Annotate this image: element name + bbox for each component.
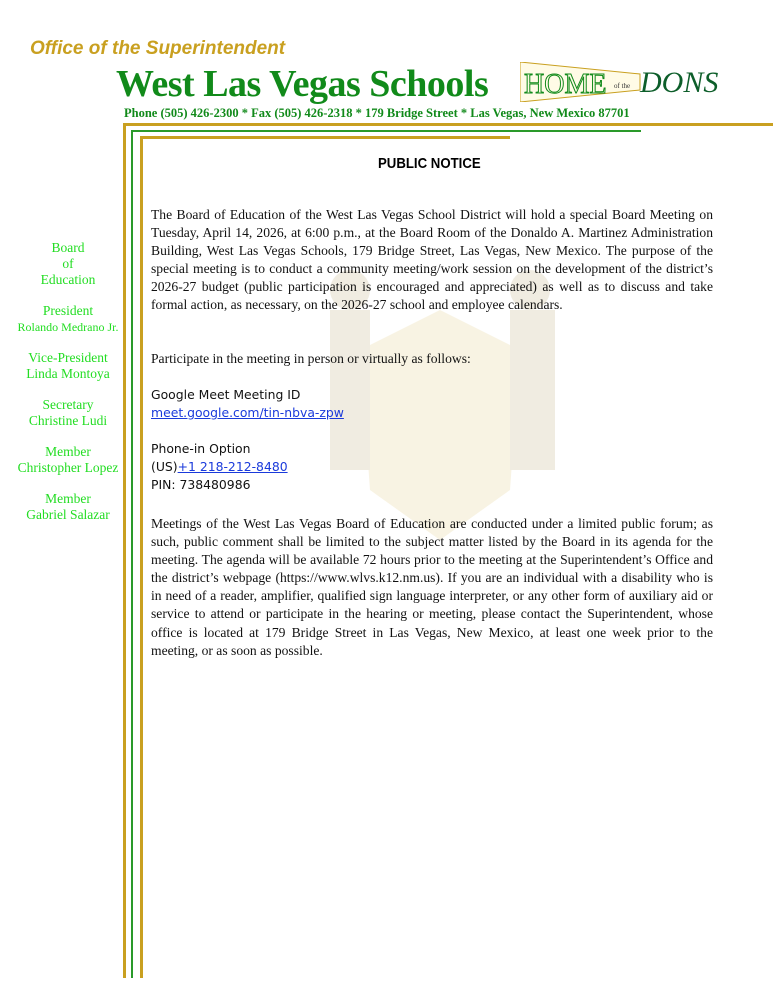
board-heading: Education — [40, 272, 96, 287]
border-line-gold — [140, 136, 143, 978]
member-name: Linda Montoya — [26, 366, 110, 381]
svg-text:HOME: HOME — [524, 69, 607, 100]
meet-label: Google Meet Meeting ID — [151, 387, 301, 402]
contact-line: Phone (505) 426-2300 * Fax (505) 426-2318 * 179 Bridge Street * Las Vegas, New Mexico 87701 — [124, 106, 630, 120]
member-role: Member — [45, 444, 91, 459]
notice-title: PUBLIC NOTICE — [378, 155, 481, 172]
member-name: Gabriel Salazar — [26, 507, 110, 522]
member-role: President — [42, 303, 94, 318]
svg-text:of the: of the — [614, 82, 631, 90]
board-sidebar — [8, 240, 128, 538]
border-line-green — [131, 130, 641, 132]
svg-text:DONS: DONS — [640, 66, 719, 99]
border-line-gold — [123, 123, 773, 126]
border-line-gold — [140, 136, 510, 139]
phone-link[interactable]: +1 218-212-8480 — [177, 459, 288, 474]
member-name: Rolando Medrano Jr. — [17, 320, 119, 334]
board-heading: Board — [51, 240, 85, 255]
member-role: Secretary — [42, 397, 94, 412]
member-role: Vice-President — [28, 350, 108, 365]
member-name: Christine Ludi — [28, 413, 108, 428]
notice-paragraph: Meetings of the West Las Vegas Board of Education are conducted under a limited public forum; as such, public comment shall be limited to the subject matter listed by the Board in its agenda for the meeting. The agenda will be available 72 hours prior to the meeting at the Superintendent’s Office and the district’s webpage (https://www.wlvs.k12.nm.us). If you are an individual with a disability who is in need of a reader, amplifier, qualified sign language interpreter, or any other form of auxiliary aid or service to attend or participate in the hearing or meeting, please contact the Superintendent, whose office is located at 179 Bridge Street in Las Vegas, New Mexico, at least one week prior to the meeting, or as soon as possible. — [151, 516, 713, 658]
home-of-the-dons-logo — [520, 62, 730, 102]
notice-paragraph: The Board of Education of the West Las Vegas School District will hold a special Board Meeting on Tuesday, April 14, 2026, at 6:00 p.m., at the Board Room of the Donaldo A. Martinez Administration Building, West Las Vegas Schools, 179 Bridge Street, Las Vegas, New Mexico. The purpose of the special meeting is to conduct a community meeting/work session on the development of the district’s 2026-27 budget (public participation is encouraged and appreciated) as well as to discuss and take formal action, as necessary, on the 2026-27 school and employee calendars. — [151, 207, 713, 313]
border-line-green — [131, 130, 133, 978]
member-name: Christopher Lopez — [17, 460, 119, 475]
phone-label: Phone-in Option — [151, 441, 251, 456]
phone-prefix: (US) — [151, 459, 178, 474]
meeting-pin: PIN: 738480986 — [151, 477, 251, 492]
meet-link[interactable]: meet.google.com/tin-nbva-zpw — [151, 405, 344, 420]
board-heading: of — [62, 256, 74, 271]
member-role: Member — [45, 491, 91, 506]
school-name: West Las Vegas Schools — [116, 63, 489, 105]
notice-paragraph: Participate in the meeting in person or virtually as follows: — [151, 351, 471, 366]
office-title: Office of the Superintendent — [30, 38, 286, 59]
